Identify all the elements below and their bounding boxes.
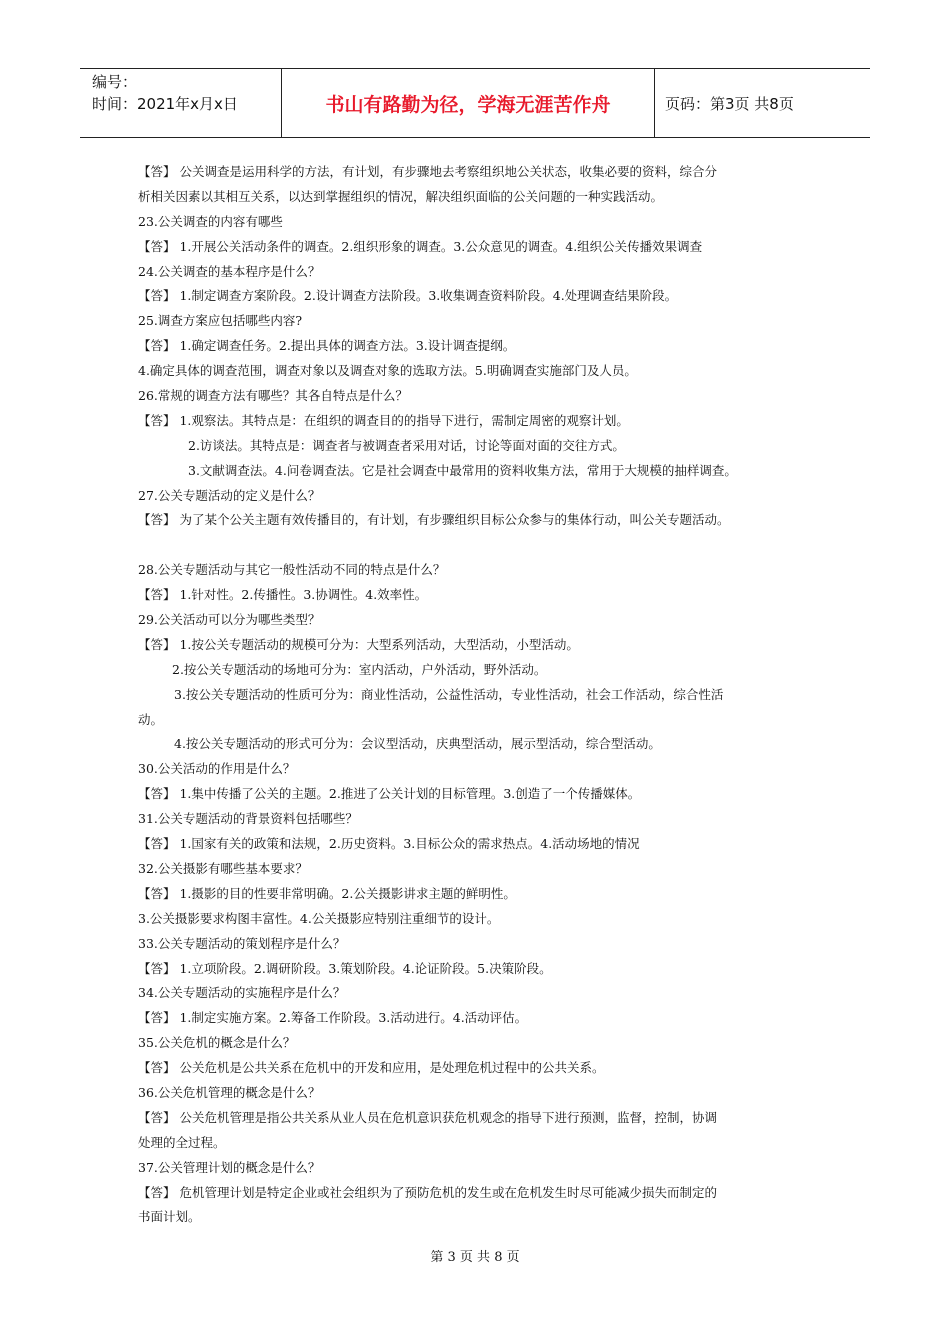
- header-page-info: 页码：第3页 共8页: [665, 94, 794, 113]
- page-header: [80, 68, 870, 138]
- header-meta: [80, 69, 282, 137]
- text-line: 【答】 1.集中传播了公关的主题。2.推进了公关计划的目标管理。3.创造了一个传播媒体。: [138, 786, 641, 802]
- document-time-label: 时间：2021年x月x日: [92, 95, 238, 113]
- text-line: 3.公关摄影要求构图丰富性。4.公关摄影应特别注重细节的设计。: [138, 910, 500, 926]
- text-line: 28.公关专题活动与其它一般性活动不同的特点是什么？: [138, 562, 446, 578]
- text-line: 【答】 公关危机管理是指公共关系从业人员在危机意识获危机观念的指导下进行预测，监督，控制，协调: [138, 1109, 717, 1125]
- text-line: 【答】 1.开展公关活动条件的调查。2.组织形象的调查。3.公众意见的调查。4.组织公关传播效果调查: [138, 238, 703, 254]
- text-line: 【答】 1.立项阶段。2.调研阶段。3.策划阶段。4.论证阶段。5.决策阶段。: [138, 960, 552, 976]
- text-line: 2.访谈法。其特点是：调查者与被调查者采用对话，讨论等面对面的交往方式。: [188, 437, 625, 453]
- text-line: 4.确定具体的调查范围，调查对象以及调查对象的选取方法。5.明确调查实施部门及人员。: [138, 363, 637, 379]
- text-line: 31.公关专题活动的背景资料包括哪些？: [138, 811, 358, 827]
- text-line: 4.按公关专题活动的形式可分为：会议型活动，庆典型活动，展示型活动，综合型活动。: [174, 736, 661, 752]
- page-footer: 第 3 页 共 8 页: [430, 1250, 520, 1265]
- text-line: 36.公关危机管理的概念是什么？: [138, 1084, 321, 1100]
- text-line: 【答】 公关调查是运用科学的方法，有计划，有步骤地去考察组织地公关状态，收集必要的资料，综合分: [138, 164, 717, 179]
- text-line: 【答】 公关危机是公共关系在危机中的开发和应用，是处理危机过程中的公共关系。: [138, 1060, 605, 1076]
- text-line: 23.公关调查的内容有哪些: [138, 213, 283, 229]
- text-line: 32.公关摄影有哪些基本要求？: [138, 860, 308, 876]
- text-line: 27.公关专题活动的定义是什么？: [138, 487, 321, 503]
- text-line: 析相关因素以其相互关系，以达到掌握组织的情况，解决组织面临的公关问题的一种实践活动。: [138, 188, 664, 204]
- text-line: 【答】 为了某个公关主题有效传播目的，有计划，有步骤组织目标公众参与的集体行动，叫公关专题活动。: [138, 512, 730, 528]
- text-line: 【答】 1.按公关专题活动的规模可分为：大型系列活动，大型活动，小型活动。: [138, 636, 579, 652]
- document-body: [138, 160, 818, 1230]
- text-line: 2.按公关专题活动的场地可分为：室内活动，户外活动，野外活动。: [172, 661, 547, 677]
- text-line: 【答】 1.确定调查任务。2.提出具体的调查方法。3.设计调查提纲。: [138, 338, 516, 354]
- text-line: 【答】 1.制定调查方案阶段。2.设计调查方法阶段。3.收集调查资料阶段。4.处理调查结果阶段。: [138, 288, 678, 304]
- text-line: 34.公关专题活动的实施程序是什么？: [138, 985, 346, 1001]
- text-line: 35.公关危机的概念是什么？: [138, 1035, 296, 1051]
- blank-line: [138, 533, 818, 558]
- text-line: 【答】 1.摄影的目的性要非常明确。2.公关摄影讲求主题的鲜明性。: [138, 885, 516, 901]
- text-line: 30.公关活动的作用是什么？: [138, 761, 296, 777]
- document-number-label: 编号：: [92, 73, 138, 91]
- text-line: 【答】 危机管理计划是特定企业或社会组织为了预防危机的发生或在危机发生时尽可能减少损失而制定的: [138, 1184, 717, 1200]
- text-line: 处理的全过程。: [138, 1134, 226, 1150]
- text-line: 26.常规的调查方法有哪些？其各自特点是什么？: [138, 388, 408, 404]
- text-line: 书面计划。: [138, 1209, 201, 1225]
- text-line: 33.公关专题活动的策划程序是什么？: [138, 935, 346, 951]
- text-line: 【答】 1.观察法。其特点是：在组织的调查目的的指导下进行，需制定周密的观察计划。: [138, 412, 629, 428]
- text-line: 【答】 1.国家有关的政策和法规，2.历史资料。3.目标公众的需求热点。4.活动场地的情况: [138, 836, 640, 852]
- text-line: 24.公关调查的基本程序是什么？: [138, 263, 321, 279]
- text-line: 3.按公关专题活动的性质可分为：商业性活动，公益性活动，专业性活动，社会工作活动，综合性活: [174, 686, 724, 702]
- text-line: 动。: [138, 711, 164, 727]
- text-line: 3.文献调查法。4.问卷调查法。它是社会调查中最常用的资料收集方法，常用于大规模的抽样调查。: [188, 462, 737, 478]
- text-line: 37.公关管理计划的概念是什么？: [138, 1159, 321, 1175]
- text-line: 【答】 1.针对性。2.传播性。3.协调性。4.效率性。: [138, 587, 428, 603]
- header-motto: 书山有路勤为径，学海无涯苦作舟: [282, 69, 655, 137]
- text-line: 29.公关活动可以分为哪些类型？: [138, 612, 321, 628]
- text-line: 25.调查方案应包括哪些内容?: [138, 313, 303, 329]
- text-line: 【答】 1.制定实施方案。2.筹备工作阶段。3.活动进行。4.活动评估。: [138, 1010, 528, 1026]
